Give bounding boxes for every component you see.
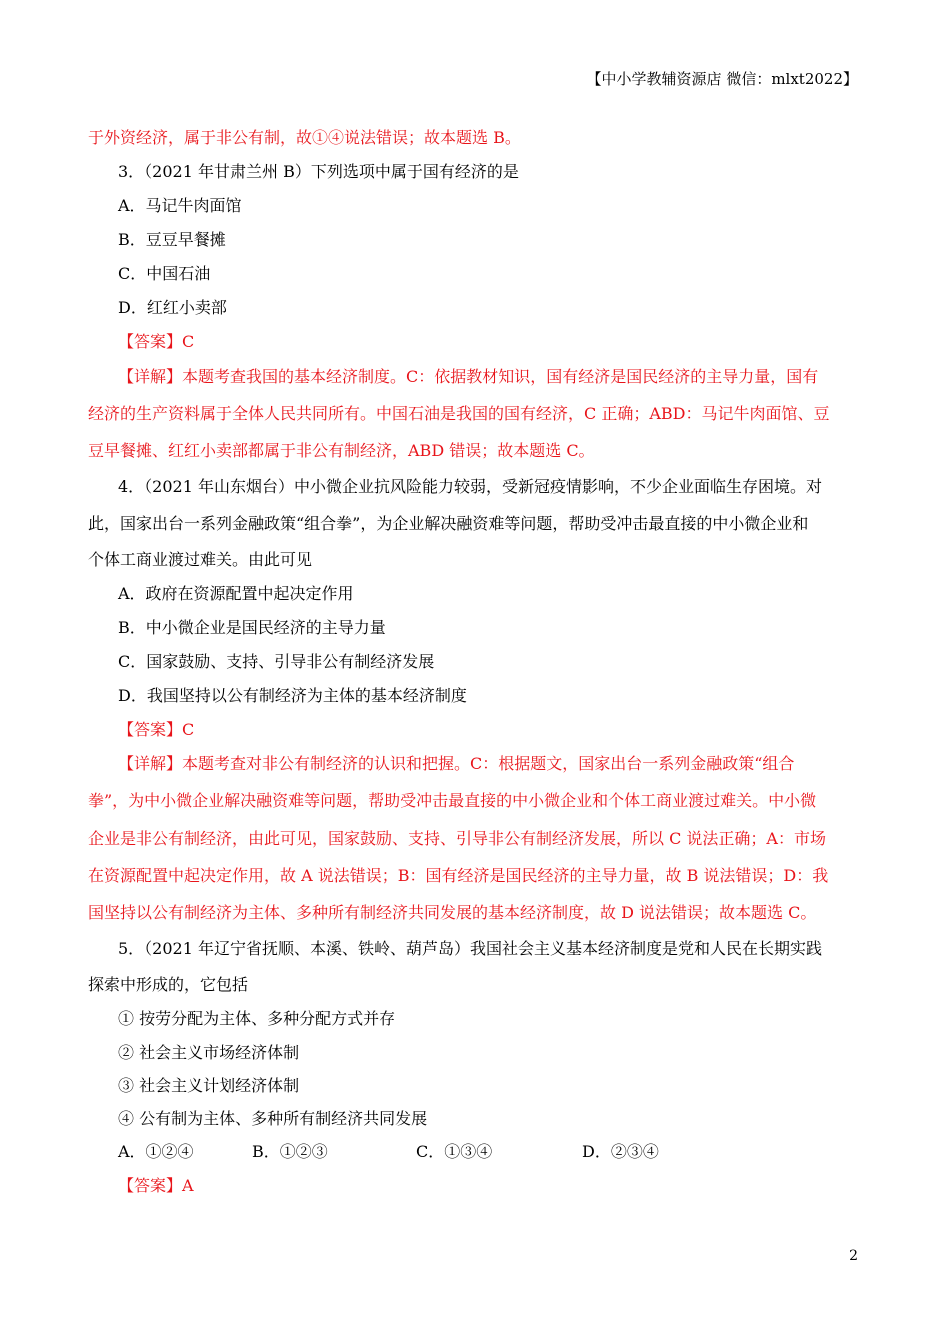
- q4-option-c: C．国家鼓励、支持、引导非公有制经济发展: [118, 652, 435, 671]
- q4-option-a: A．政府在资源配置中起决定作用: [118, 584, 354, 603]
- q3-stem: 3．（2021 年甘肃兰州 B）下列选项中属于国有经济的是: [118, 162, 519, 181]
- q4-detail-line: 拳”，为中小微企业解决融资难等问题，帮助受冲击最直接的中小微企业和个体工商业渡过难关。中小微: [88, 791, 817, 810]
- q4-option-d: D．我国坚持以公有制经济为主体的基本经济制度: [118, 686, 467, 705]
- q5-answer: 【答案】A: [118, 1176, 194, 1195]
- q4-stem-line: 个体工商业渡过难关。由此可见: [88, 550, 313, 569]
- page-header: 【中小学教辅资源店 微信：mlxt2022】: [586, 70, 858, 88]
- q4-stem-line: 此，国家出台一系列金融政策“组合拳”，为企业解决融资难等问题，帮助受冲击最直接的中小微企业和: [88, 514, 809, 533]
- q3-option-c: C．中国石油: [118, 264, 211, 283]
- q4-answer: 【答案】C: [118, 720, 195, 739]
- q5-option-c: C．①③④: [416, 1142, 493, 1161]
- q4-detail-line: 【详解】本题考查对非公有制经济的认识和把握。C：根据题文，国家出台一系列金融政策“组合: [118, 754, 795, 773]
- q5-item-3: ③ 社会主义计划经济体制: [118, 1076, 300, 1095]
- q4-option-b: B．中小微企业是国民经济的主导力量: [118, 618, 386, 637]
- q4-detail-line: 企业是非公有制经济，由此可见，国家鼓励、支持、引导非公有制经济发展，所以 C 说法正确；A：市场: [88, 829, 826, 848]
- q3-option-a: A．马记牛肉面馆: [118, 196, 242, 215]
- q5-option-b: B．①②③: [252, 1142, 328, 1161]
- q3-detail-line: 【详解】本题考查我国的基本经济制度。C：依据教材知识，国有经济是国民经济的主导力量，国有: [118, 367, 819, 386]
- q5-item-4: ④ 公有制为主体、多种所有制经济共同发展: [118, 1109, 428, 1128]
- previous-answer-tail: 于外资经济，属于非公有制，故①④说法错误；故本题选 B。: [88, 128, 521, 147]
- q4-detail-line: 在资源配置中起决定作用，故 A 说法错误；B：国有经济是国民经济的主导力量，故 B 说法错误；D：我: [88, 866, 829, 885]
- q3-detail-line: 豆早餐摊、红红小卖部都属于非公有制经济，ABD 错误；故本题选 C。: [88, 441, 595, 460]
- q5-stem-line: 探索中形成的，它包括: [88, 975, 249, 994]
- q5-option-d: D．②③④: [582, 1142, 659, 1161]
- q5-option-a: A．①②④: [118, 1142, 194, 1161]
- q3-option-b: B．豆豆早餐摊: [118, 230, 226, 249]
- q3-detail-line: 经济的生产资料属于全体人民共同所有。中国石油是我国的国有经济，C 正确；ABD：马记牛肉面馆、豆: [88, 404, 830, 423]
- q5-stem-line: 5．（2021 年辽宁省抚顺、本溪、铁岭、葫芦岛）我国社会主义基本经济制度是党和人民在长期实践: [118, 939, 822, 958]
- q3-answer: 【答案】C: [118, 332, 195, 351]
- q4-stem-line: 4．（2021 年山东烟台）中小微企业抗风险能力较弱，受新冠疫情影响，不少企业面临生存困境。对: [118, 477, 822, 496]
- q4-detail-line: 国坚持以公有制经济为主体、多种所有制经济共同发展的基本经济制度，故 D 说法错误；故本题选 C。: [88, 903, 817, 922]
- q3-option-d: D．红红小卖部: [118, 298, 227, 317]
- q5-item-1: ① 按劳分配为主体、多种分配方式并存: [118, 1009, 396, 1028]
- q5-item-2: ② 社会主义市场经济体制: [118, 1043, 300, 1062]
- page-number: 2: [849, 1248, 858, 1264]
